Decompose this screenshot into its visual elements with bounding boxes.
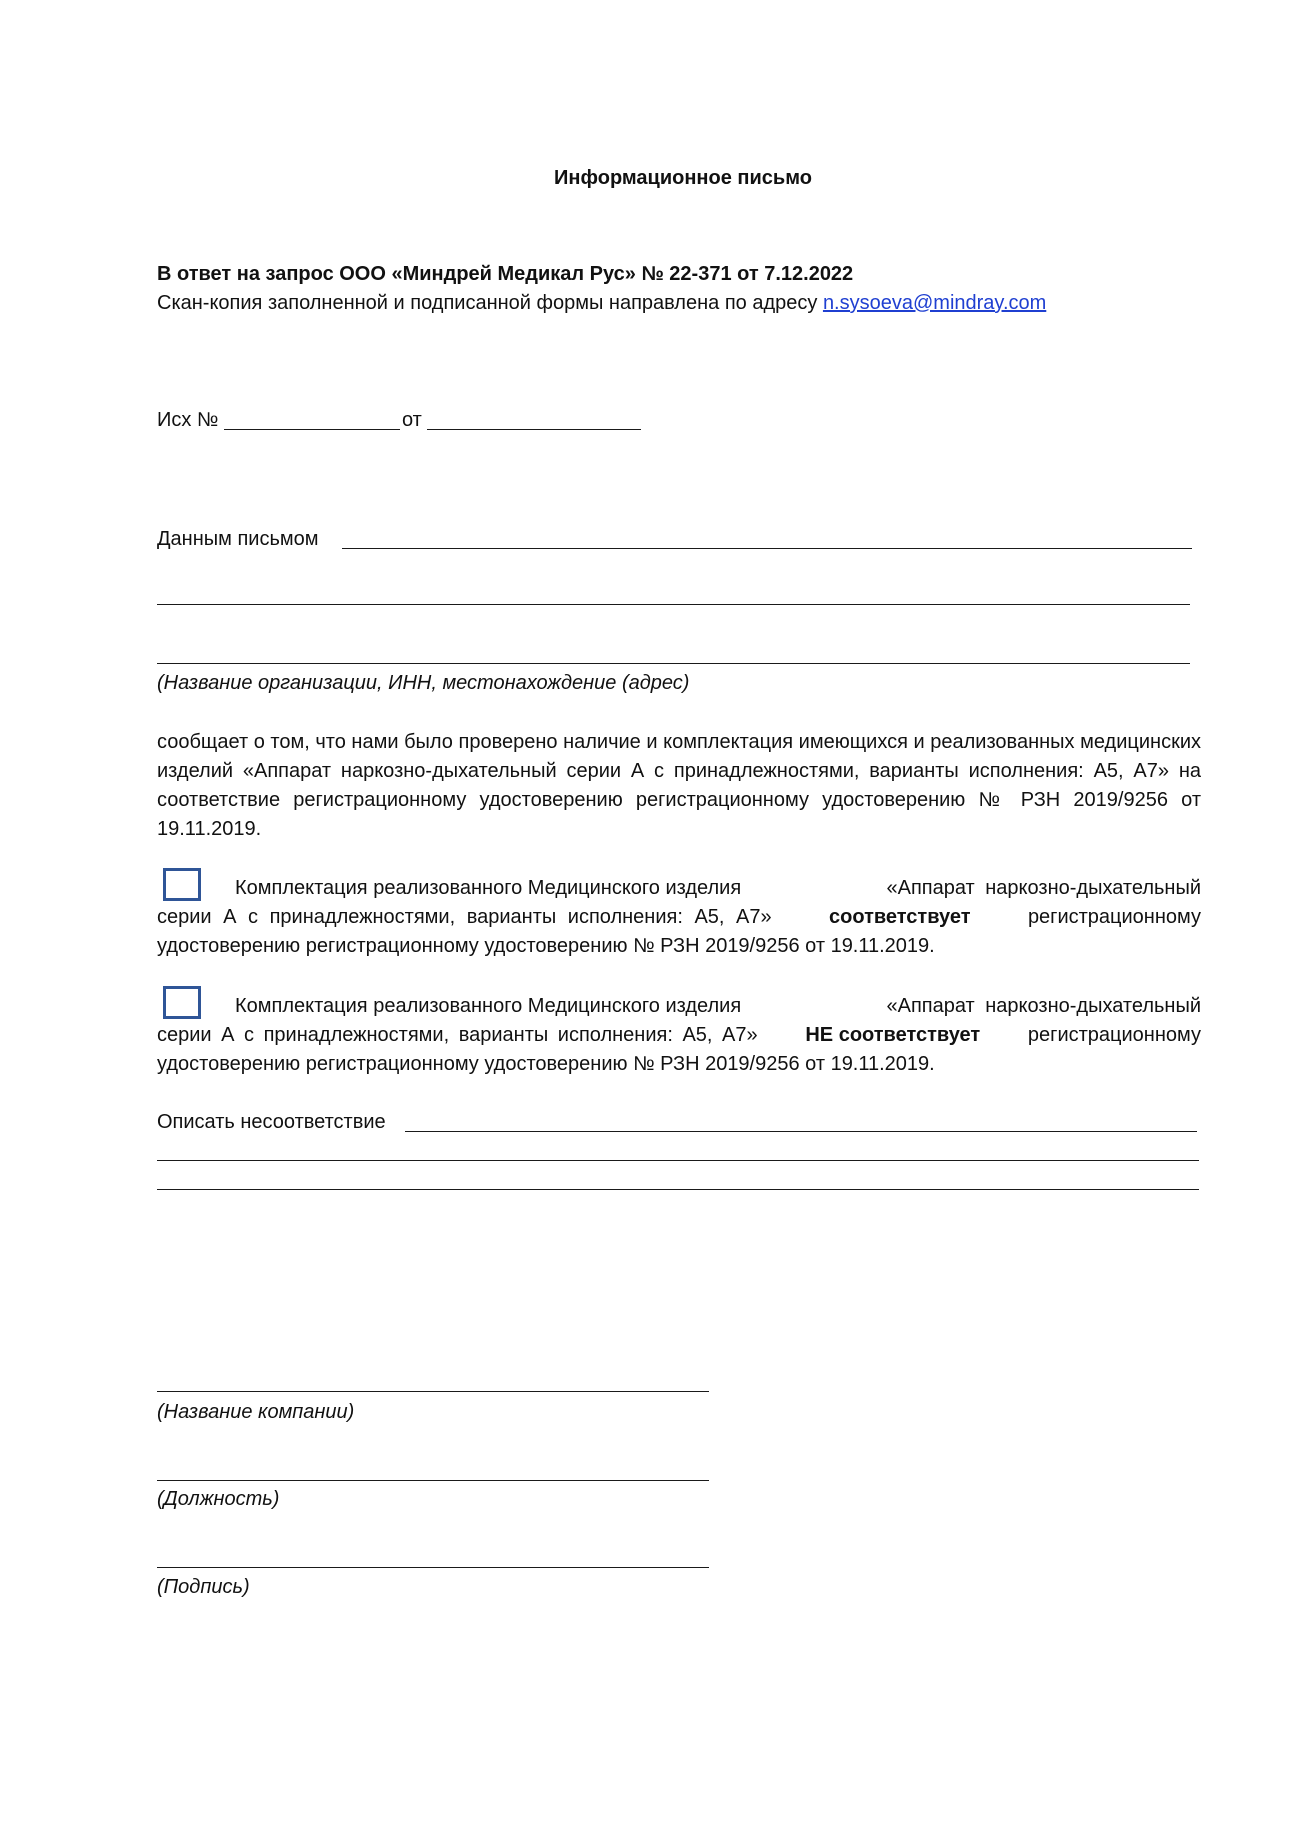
option-conforms	[157, 874, 1201, 961]
outgoing-number-field[interactable]	[224, 429, 400, 430]
organization-hint: (Название организации, ИНН, местонахождение (адрес)	[157, 672, 690, 694]
option-conforms-device: «Аппарат наркозно-дыхательный	[886, 877, 1201, 899]
company-name-field[interactable]	[157, 1391, 709, 1392]
mismatch-field-line-1[interactable]	[405, 1131, 1197, 1132]
position-hint: (Должность)	[157, 1488, 280, 1510]
option-conforms-lead: Комплектация реализованного Медицинского изделия	[235, 877, 742, 899]
document-title: Информационное письмо	[554, 167, 812, 189]
position-field[interactable]	[157, 1480, 709, 1481]
option-not-conforms-device: «Аппарат наркозно-дыхательный	[886, 995, 1201, 1017]
company-name-hint: (Название компании)	[157, 1401, 355, 1423]
organization-field-line-3[interactable]	[157, 663, 1190, 664]
mismatch-field-line-2[interactable]	[157, 1160, 1199, 1161]
option-conforms-tail: регистрационному	[1027, 906, 1201, 928]
option-conforms-status: соответствует	[829, 906, 971, 928]
organization-field-line-2[interactable]	[157, 604, 1190, 605]
scan-copy-line	[157, 289, 1046, 318]
option-not-conforms-variants: серии А с принадлежностями, варианты исполнения: А5, А7»	[157, 1024, 758, 1046]
option-not-conforms-tail: регистрационному	[1027, 1024, 1201, 1046]
signature-hint: (Подпись)	[157, 1576, 250, 1598]
outgoing-number-label: Исх №	[157, 409, 219, 431]
option-conforms-line-2	[157, 903, 1201, 932]
option-conforms-line-1	[157, 874, 1201, 903]
option-not-conforms	[157, 992, 1201, 1079]
option-not-conforms-status: НЕ соответствует	[805, 1024, 981, 1046]
option-conforms-variants: серии А с принадлежностями, варианты исполнения: А5, А7»	[157, 906, 772, 928]
reply-heading: В ответ на запрос ООО «Миндрей Медикал Рус» № 22-371 от 7.12.2022	[157, 263, 854, 285]
mismatch-label: Описать несоответствие	[157, 1111, 386, 1133]
option-not-conforms-line-1	[157, 992, 1201, 1021]
organization-field-line-1[interactable]	[342, 548, 1192, 549]
signature-field[interactable]	[157, 1567, 709, 1568]
option-not-conforms-lead: Комплектация реализованного Медицинского изделия	[235, 995, 742, 1017]
email-link[interactable]: n.sysoeva@mindray.com	[822, 292, 1047, 314]
outgoing-date-label: от	[402, 409, 422, 431]
option-not-conforms-line-3: удостоверению регистрационному удостоверению № РЗН 2019/9256 от 19.11.2019.	[157, 1053, 935, 1075]
declaration-body: сообщает о том, что нами было проверено наличие и комплектация имеющихся и реализованных медицинских изделий «Аппарат наркозно-дыхательный серии А с принадлежностями, варианты исполнения: А5, А7» на соответствие регистрационному удостоверению регистрационному удостоверению № РЗН 2019/9256 от 19.11.2019.	[157, 731, 1201, 840]
option-conforms-line-3: удостоверению регистрационному удостоверению № РЗН 2019/9256 от 19.11.2019.	[157, 935, 935, 957]
declaration-label: Данным письмом	[157, 528, 319, 550]
scan-copy-text: Скан-копия заполненной и подписанной формы направлена по адресу	[157, 292, 818, 314]
mismatch-field-line-3[interactable]	[157, 1189, 1199, 1190]
option-not-conforms-line-2	[157, 1021, 1201, 1050]
outgoing-date-field[interactable]	[427, 429, 641, 430]
